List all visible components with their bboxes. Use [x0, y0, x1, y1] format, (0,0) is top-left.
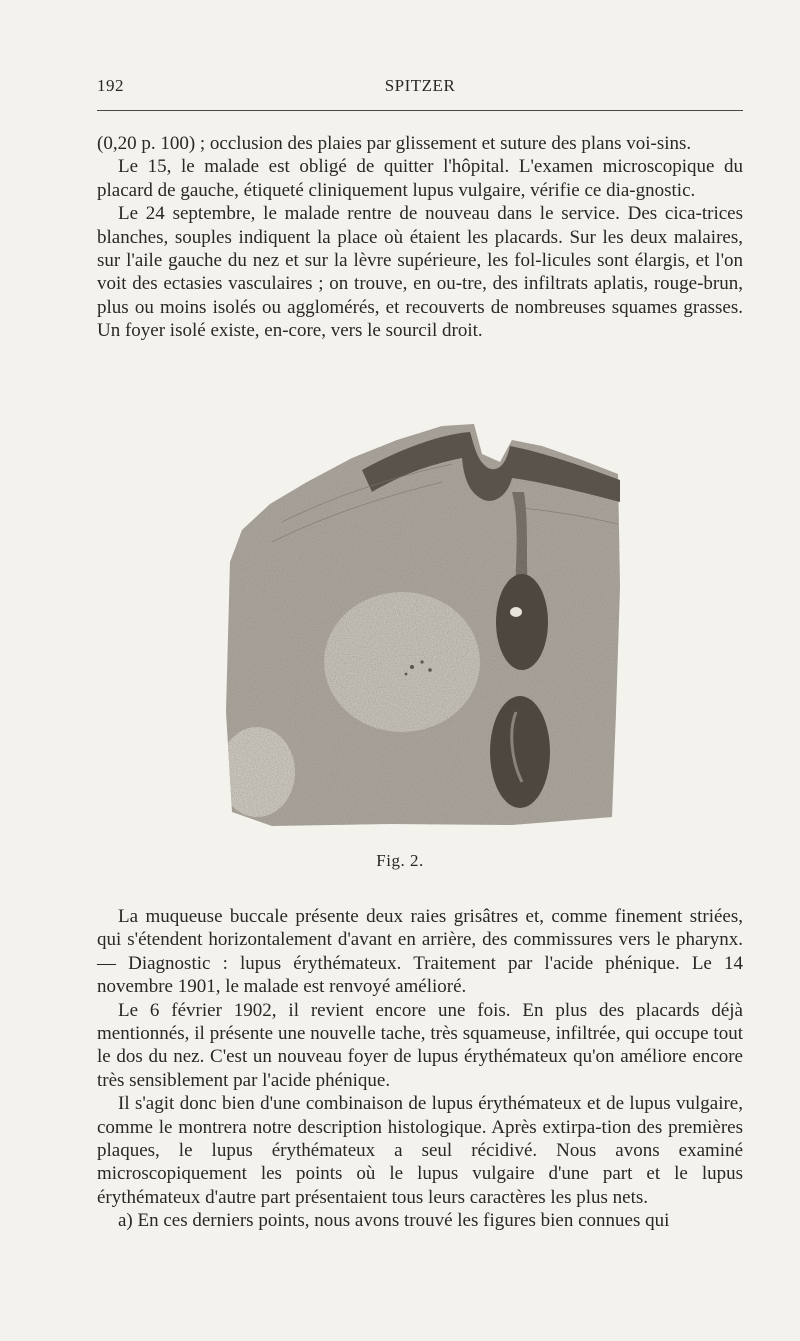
page-header — [97, 76, 743, 98]
running-head: SPITZER — [384, 76, 456, 95]
paragraph: La muqueuse buccale présente deux raies grisâtres et, comme finement striées, qui s'étendent horizontalement d'avant en arrière, des commissures vers le pharynx. — Diagnostic : lupus érythémateux. Traitement par l'acide phénique. Le 14 novembre 1901, le malade est renvoyé amélioré. — [97, 906, 743, 998]
paragraph: Le 15, le malade est obligé de quitter l'hôpital. L'examen microscopique du placard de gauche, étiqueté cliniquement lupus vulgaire, vérifie ce dia-gnostic. — [97, 156, 743, 201]
histology-figure — [212, 412, 627, 832]
figure-caption: Fig. 2. — [376, 851, 424, 870]
upper-vessel — [496, 574, 548, 670]
paragraph: Le 24 septembre, le malade rentre de nouveau dans le service. Des cica-trices blanches, souples indiquent la place où étaient les placards. Sur les deux malaires, sur l'aile gauche du nez et sur la lèvre supérieure, les fol-licules sont élargis, et l'on voit des ectasies vasculaires ; on trouve, en ou-tre, des infiltrats aplatis, rouge-brun, plus ou moins isolés ou agglomérés, et recouverts de nombreuses squames grasses. Un foyer isolé existe, en-core, vers le sourcil droit. — [97, 203, 743, 342]
paragraph: (0,20 p. 100) ; occlusion des plaies par glissement et suture des plans voi-sins. — [97, 133, 692, 154]
paragraph: Le 6 février 1902, il revient encore une fois. En plus des placards déjà mentionnés, il présente une nouvelle tache, très squameuse, infiltrée, qui occupe tout le dos du nez. C'est un nouveau foyer de lupus érythémateux qu'on améliore encore très sensiblement par l'acide phénique. — [97, 999, 743, 1091]
header-rule — [97, 110, 743, 111]
text-block-top — [97, 132, 743, 343]
paragraph: a) En ces derniers points, nous avons trouvé les figures bien connues qui — [118, 1210, 670, 1232]
lower-vessel — [490, 696, 550, 808]
page-number: 192 — [97, 76, 124, 95]
paragraph: Il s'agit donc bien d'une combinaison de lupus érythémateux et de lupus vulgaire, comme le montrera notre description histologique. Après extirpa-tion des premières plaques, le lupus érythémateux a seul récidivé. Nous avons examiné microscopiquement les points où le lupus vulgaire d'une part et le lupus érythémateux d'autre part présentaient tous leurs caractères les plus nets. — [97, 1093, 743, 1208]
histology-illustration — [212, 412, 627, 832]
text-block-bottom — [97, 905, 743, 1233]
